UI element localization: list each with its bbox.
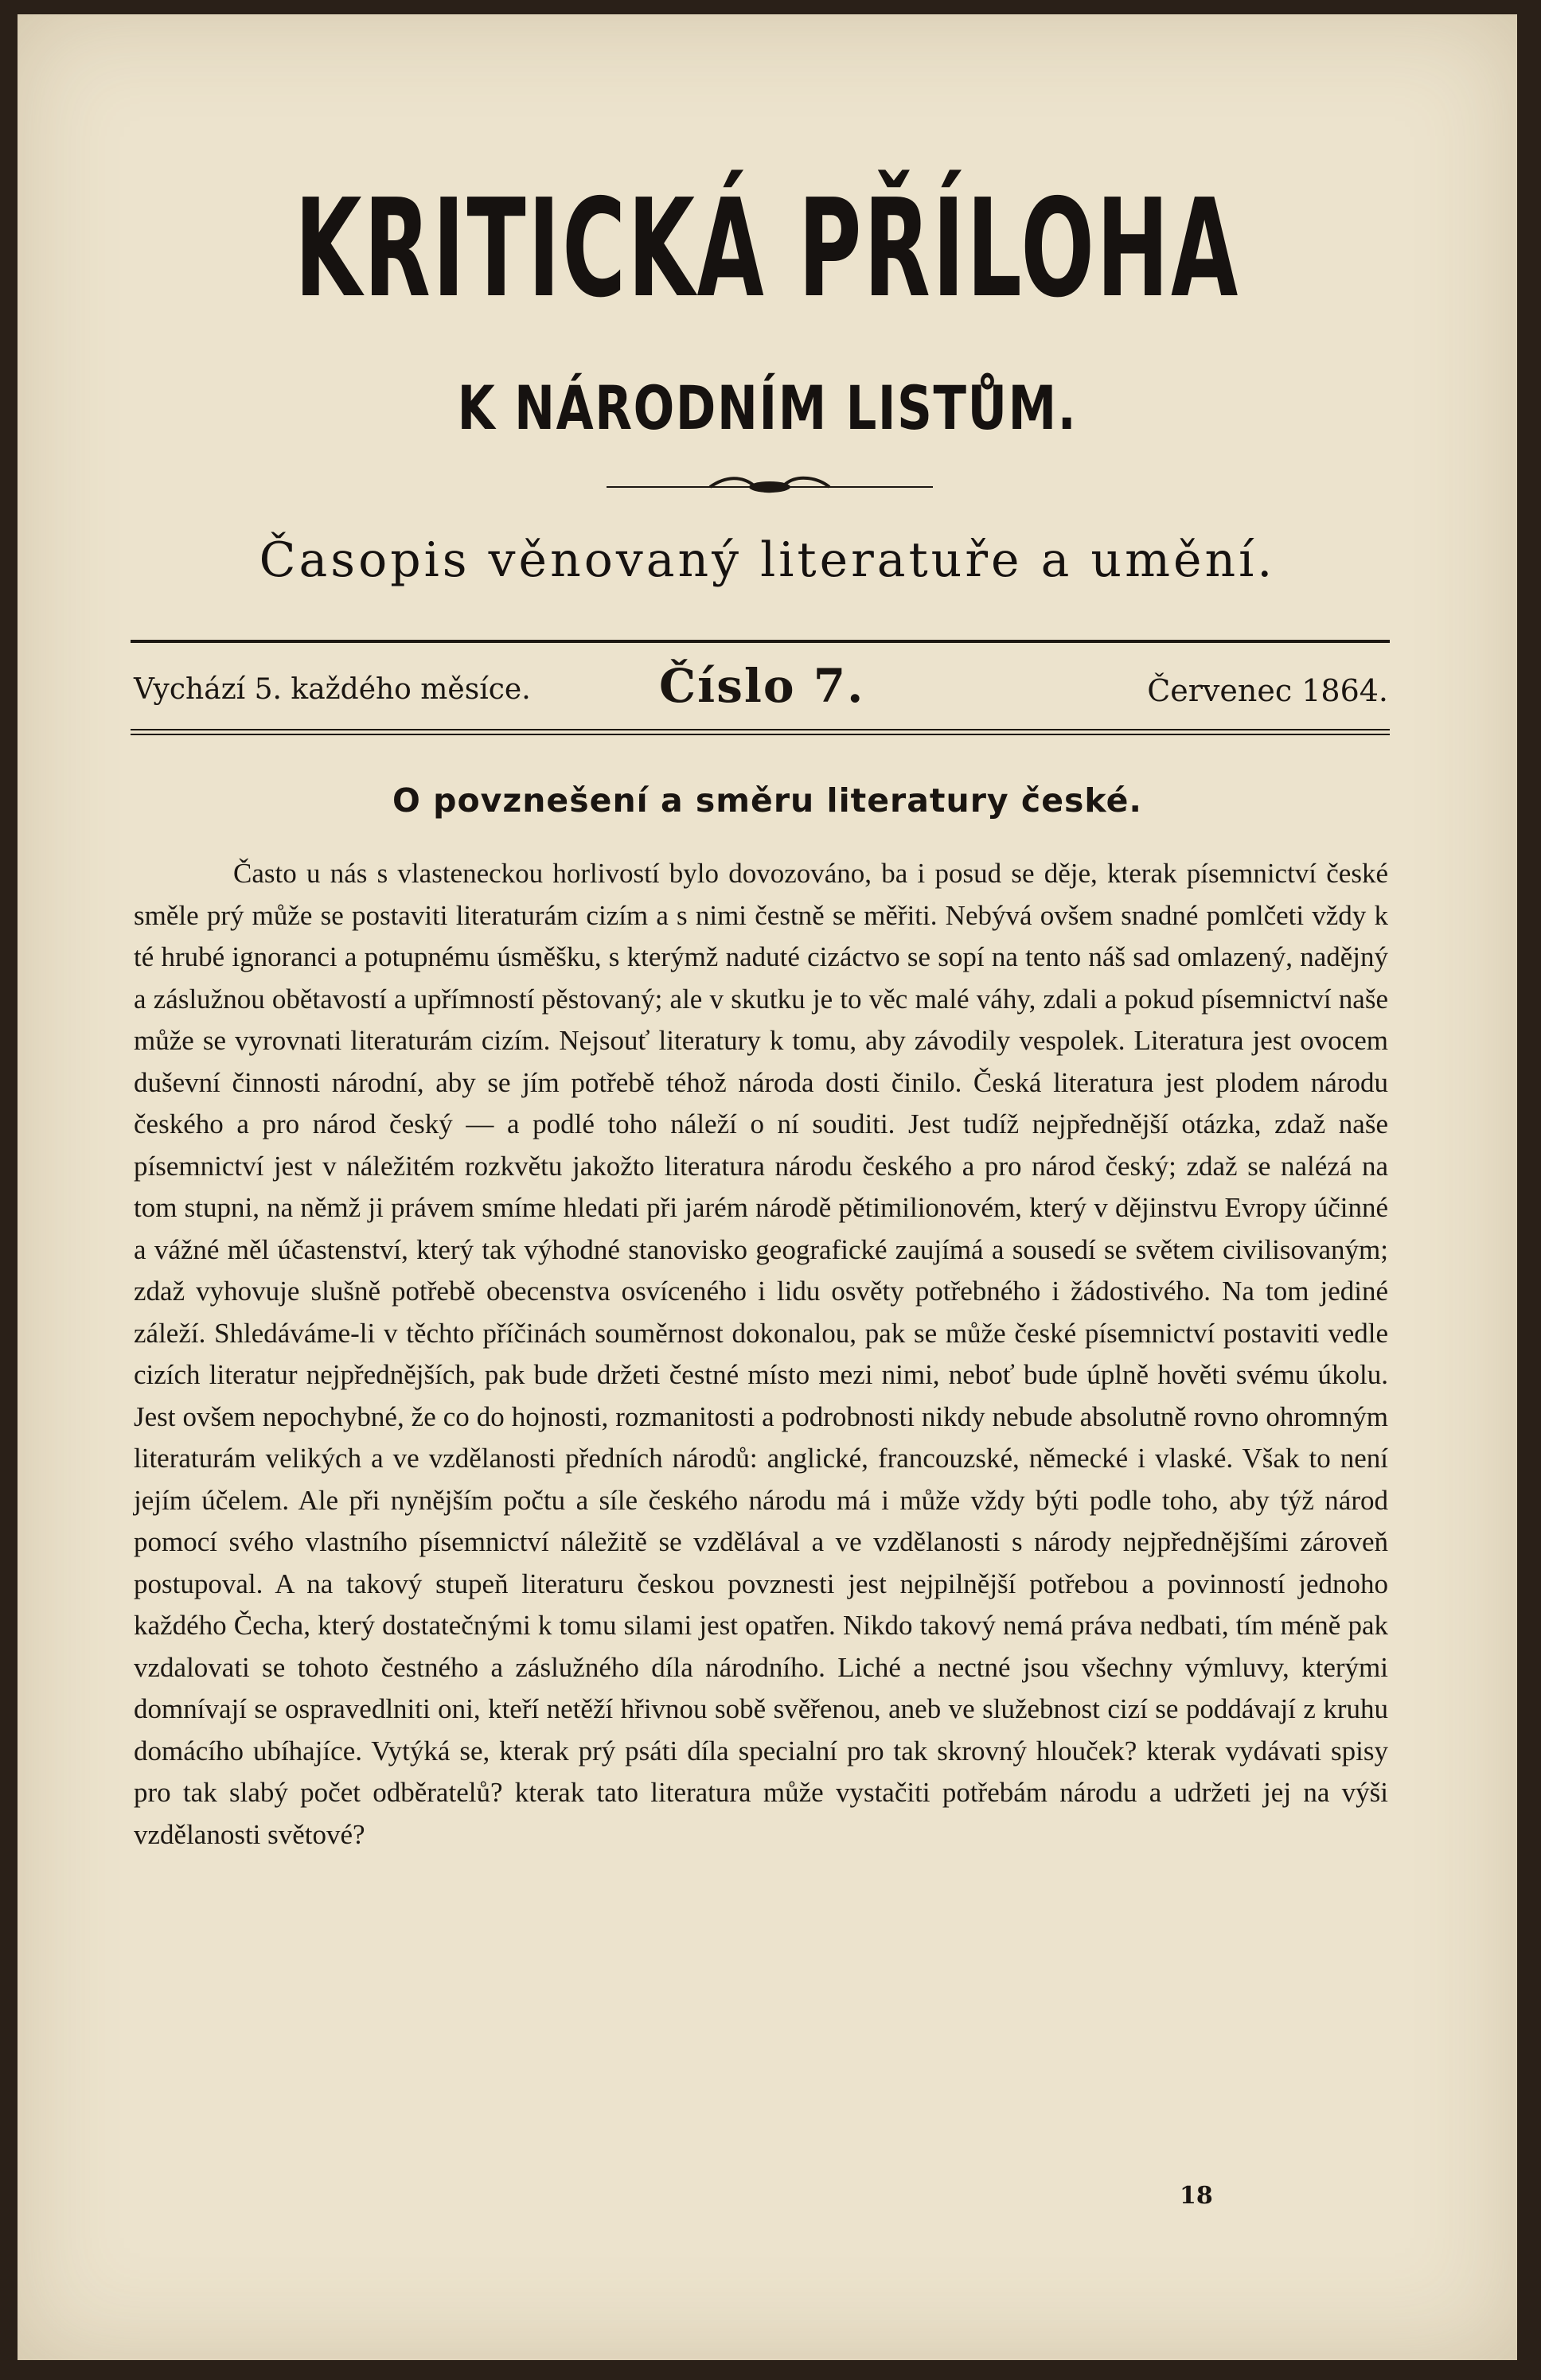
rule-double-upper <box>131 729 1390 730</box>
article-title: O povznešení a směru literatury české. <box>392 781 1142 820</box>
issue-date: Červenec 1864. <box>1147 673 1388 708</box>
article-body: Často u nás s vlasteneckou horlivostí bylo dovozováno, ba i posud se děje, kterak písemnictví české směle prý může se postaviti literaturám cizím a s nimi čestně se měřiti. Nebývá ovšem snadné pomlčeti vždy k té hrubé ignoranci a potupnému úsměšku, s kterýmž naduté cizáctvo se sopí na tento náš sad omlazený, nadějný a záslužnou obětavostí a upřímností pěstovaný; ale v skutku je to věc malé váhy, zdali a pokud písemnictví naše může se vyrovnati literaturám cizím. Nejsouť literatury k tomu, aby závodily vespolek. Literatura jest ovocem duševní činnosti národní, aby se jím potřebě téhož národa dosti činilo. Česká literatura jest plodem národu českého a pro národ český — a podlé toho náleží o ní souditi. Jest tudíž nejpřednější otázka, zdaž naše písemnictví jest v náležitém rozkvětu jakožto literatura národu českého a pro národ český; zdaž se nalézá na tom stupni, na němž ji právem smíme hledati při jarém národě pětimilionovém, který v dějinstvu Evropy účinné a vážné měl účastenství, který tak výhodné stanovisko geografické zaujímá a sousedí se světem civilisovaným; zdaž vyhovuje slušně potřebě obecenstva osvíceného i lidu osvěty potřebného i žádostivého. Na tom jediné záleží. Shledáváme-li v těchto příčinách souměrnost dokonalou, pak se může české písemnictví postaviti vedle cizích literatur nejpřednějších, pak bude držeti čestné místo mezi nimi, neboť bude úplně hověti svému úkolu. Jest ovšem nepochybné, že co do hojnosti, rozmanitosti a podrobnosti nikdy nebude absolutně rovno ohromným literaturám velikých a ve vzdělanosti předních národů: anglické, francouzské, německé i vlaské. Však to není jejím účelem. Ale při nynějším počtu a síle českého národu má i může vždy býti podle toho, aby týž národ pomocí svého vlastního písemnictví náležitě se vzdělával a ve vzdělanosti s národy nejpřednějšími zároveň postupoval. A na takový stupeň literaturu českou povznesti jest nejpilnější potřebou a povinností jednoho každého Čecha, který dostatečnými k tomu silami jest opatřen. Nikdo takový nemá práva nedbati, tím méně pak vzdalovati se tohoto čestného a záslužného díla národního. Liché a nectné jsou všechny výmluvy, kterými domnívají se ospravedlniti oni, kteří netěží hřivnou sobě svěřenou, aneb ve služebnost cizí se poddávají z kruhu domácího ubíhajíce. Vytýká se, kterak prý psáti díla specialní pro tak skrovný hlouček? kterak vydávati spisy pro tak slabý počet odběratelů? kterak tato literatura může vystačiti potřebám národu a udržeti jej na výši vzdělanosti světové? <box>134 858 1388 1850</box>
masthead-title: KRITICKÁ PŘÍLOHA <box>295 170 1240 328</box>
issue-info <box>134 660 1388 721</box>
page-number: 18 <box>1180 2182 1213 2210</box>
ornament-divider-icon <box>607 469 933 501</box>
issue-number: Číslo 7. <box>659 659 865 713</box>
masthead-tagline: Časopis věnovaný literatuře a umění. <box>259 532 1276 588</box>
masthead-subtitle: K NÁRODNÍM LISTŮM. <box>457 372 1078 443</box>
rule-double-lower <box>131 734 1390 735</box>
newspaper-page <box>18 14 1517 2360</box>
rule-top <box>131 640 1390 643</box>
issue-frequency: Vychází 5. každého měsíce. <box>134 673 531 706</box>
